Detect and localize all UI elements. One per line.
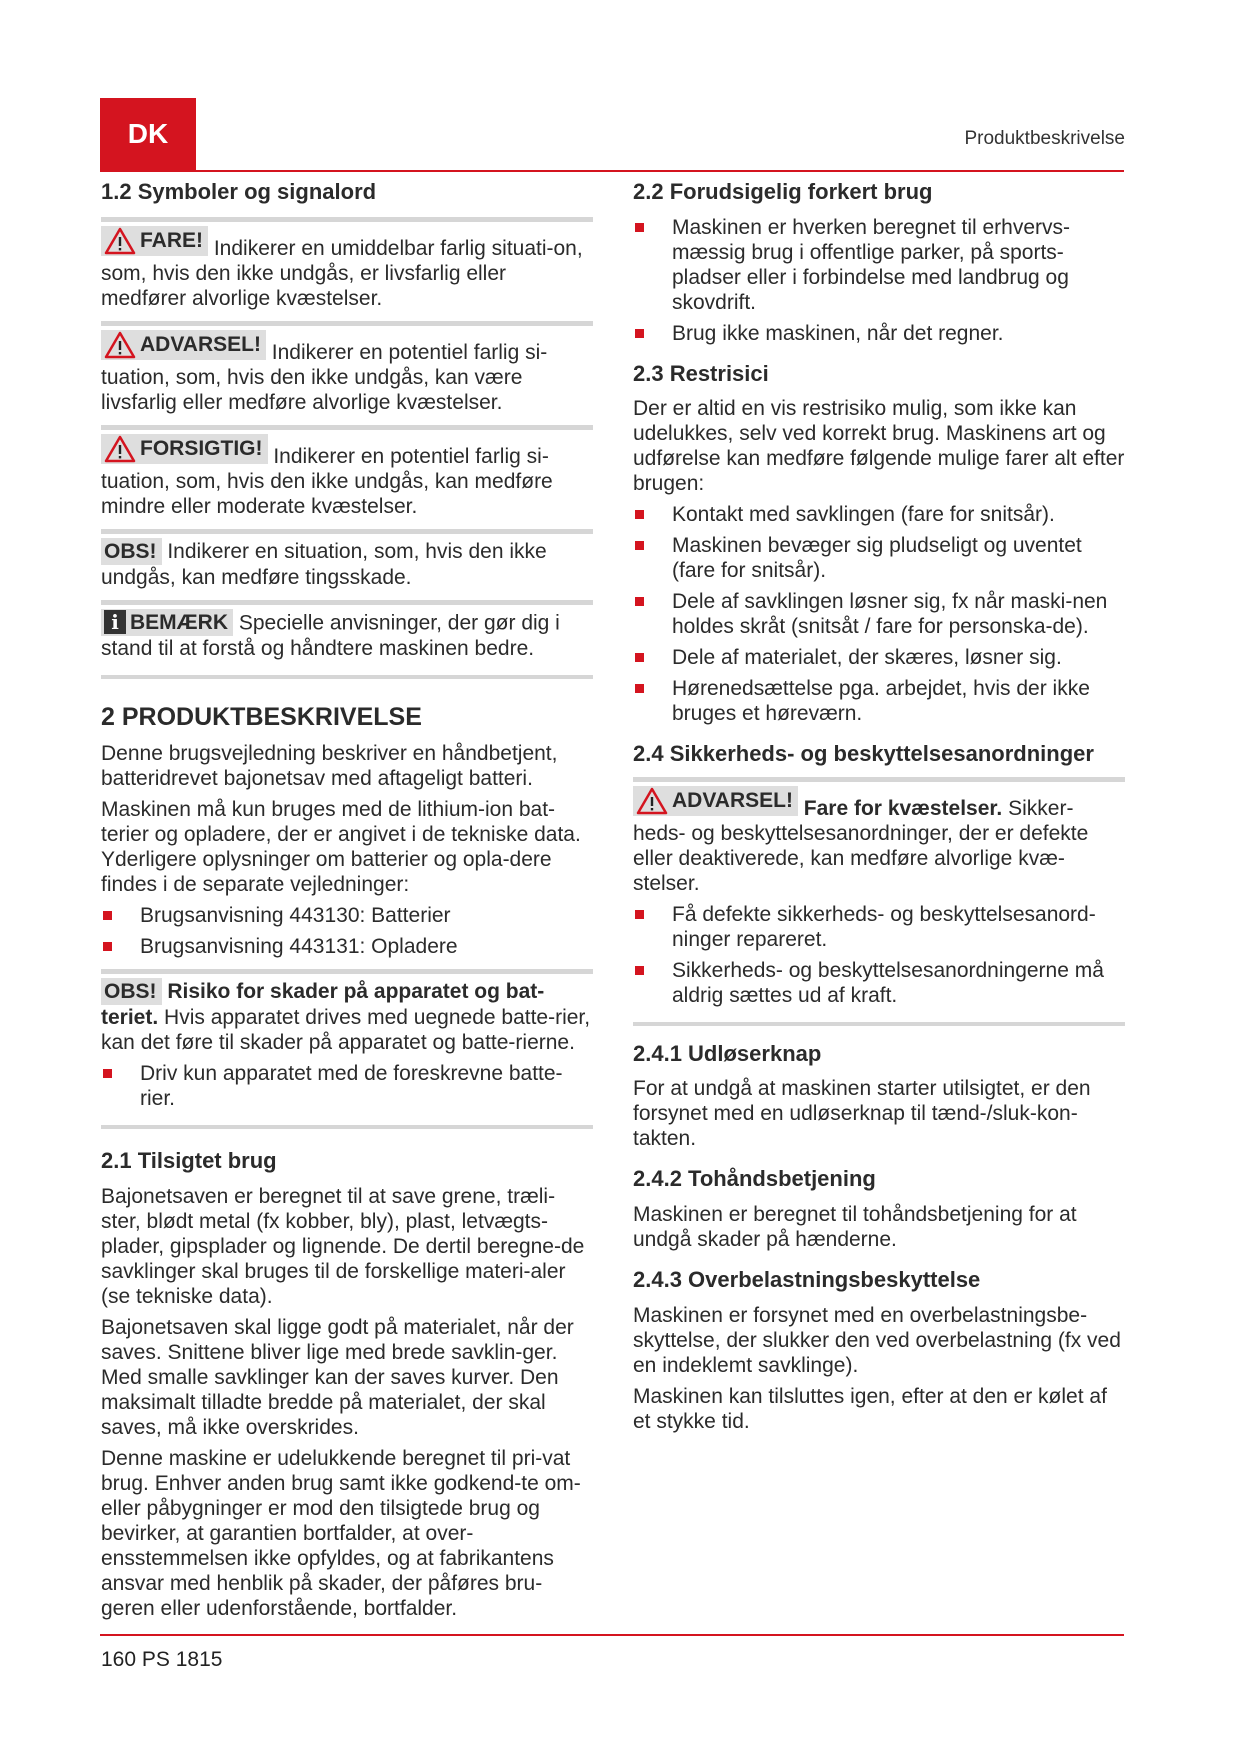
list-item: Sikkerheds- og beskyttelsesanordningerne må aldrig sættes ud af kraft. bbox=[633, 958, 1125, 1008]
page-header-title: Produktbeskrivelse bbox=[964, 128, 1125, 149]
section-2-1-paragraph-3: Denne maskine er udelukkende beregnet til pri-vat brug. Enhver anden brug samt ikke godkend-te om- eller påbygninger er mod den tilsigtede brug og bevirker, at garantien bortfalder, at over-ensstemmelsen ikke opfyldes, og at fabrikantens ansvar med henblik på skader, der påføres bru-geren eller udenforstående, bortfalder. bbox=[101, 1446, 581, 1620]
list-item: Dele af materialet, der skæres, løsner sig. bbox=[633, 645, 1125, 670]
safety-warning-notice bbox=[633, 777, 1125, 1026]
note-text: Specielle anvisninger, der gør dig i stand til at forstå og håndtere maskinen bedre. bbox=[101, 611, 560, 660]
list-item: Maskinen bevæger sig pludseligt og uventet (fare for snitsår). bbox=[633, 533, 1125, 583]
safety-warning-bold: Fare for kvæstelser. bbox=[803, 796, 1003, 820]
manual-list bbox=[101, 903, 593, 959]
safety-list bbox=[633, 902, 1125, 1008]
section-2-3-heading: 2.3 Restrisici bbox=[633, 360, 769, 386]
obs-battery-text: Hvis apparatet drives med uegnede batte-rier, kan det føre til skader på apparatet og batte-rierne. bbox=[101, 1006, 591, 1055]
section-2-3-paragraph: Der er altid en vis restrisiko mulig, som ikke kan udelukkes, selv ved korrekt brug. Maskinens art og udførelse kan medføre følgende mulige farer alt efter brugen: bbox=[633, 397, 1125, 496]
list-item: Brugsanvisning 443131: Opladere bbox=[101, 934, 593, 959]
obs-battery-bold: Risiko for skader på apparatet og bat-teriet. bbox=[101, 980, 545, 1030]
obs-battery-notice bbox=[101, 969, 593, 1129]
danger-notice bbox=[101, 217, 593, 311]
section-2-4-3-paragraph-1: Maskinen er forsynet med en overbelastningsbe-skyttelse, der slukker den ved overbelastning (fx ved en indeklemt savklinge). bbox=[633, 1303, 1121, 1377]
section-2-4-2-heading: 2.4.2 Tohåndsbetjening bbox=[633, 1166, 876, 1192]
list-item: Driv kun apparatet med de foreskrevne batte-rier. bbox=[101, 1061, 593, 1111]
section-2-1-heading: 2.1 Tilsigtet brug bbox=[101, 1148, 277, 1174]
warning-label: ADVARSEL! bbox=[101, 330, 266, 360]
obs-text: Indikerer en situation, som, hvis den ikke undgås, kan medføre tingsskade. bbox=[101, 539, 547, 589]
obs-label: OBS! bbox=[101, 538, 162, 565]
right-column bbox=[633, 178, 1125, 1440]
danger-label: FARE! bbox=[101, 226, 208, 256]
left-column bbox=[101, 178, 593, 1627]
warning-triangle-icon bbox=[104, 435, 136, 463]
header-rule bbox=[100, 170, 1124, 172]
list-item: Dele af savklingen løsner sig, fx når maski-nen holdes skråt (snitsåt / fare for personska-de). bbox=[633, 589, 1125, 639]
warning-notice bbox=[101, 321, 593, 415]
language-tab: DK bbox=[100, 98, 196, 170]
battery-list bbox=[101, 1061, 593, 1111]
list-item: Hørenedsættelse pga. arbejdet, hvis der ikke bruges et høreværn. bbox=[633, 676, 1125, 726]
danger-text: Indikerer en umiddelbar farlig situati-on, som, hvis den ikke undgås, er livsfarlig eller medfører alvorlige kvæstelser. bbox=[101, 236, 583, 310]
footer-rule bbox=[100, 1634, 1124, 1636]
section-2-1-paragraph-1: Bajonetsaven er beregnet til at save grene, træli-ster, blødt metal (fx kobber, bly), plast, letvægts-plader, gipsplader og lignende. De dertil beregne-de savklinger skal bruges til de forskellige materi-aler (se tekniske data). bbox=[101, 1184, 585, 1308]
safety-warning-text: Sikker-heds- og beskyttelsesanordninger, der er defekte eller deaktiverede, kan medføre alvorlige kvæ-stelser. bbox=[633, 796, 1089, 895]
info-icon: i bbox=[104, 610, 126, 634]
list-item: Maskinen er hverken beregnet til erhvervs-mæssig brug i offentlige parker, på sports-pladser eller i forbindelse med landbrug og skovdrift. bbox=[633, 215, 1125, 315]
note-label: i BEMÆRK bbox=[101, 609, 233, 636]
section-2-paragraph-2: Maskinen må kun bruges med de lithium-ion bat-terier og opladere, der er angivet i de tekniske data. Yderligere oplysninger om batterier og opla-dere findes i de separate vejledninger: bbox=[101, 798, 581, 897]
section-2-heading: 2 PRODUKTBESKRIVELSE bbox=[101, 702, 422, 731]
section-2-4-1-paragraph: For at undgå at maskinen starter utilsigtet, er den forsynet med en udløserknap til tænd-/sluk-kon-takten. bbox=[633, 1077, 1091, 1151]
list-item: Brug ikke maskinen, når det regner. bbox=[633, 321, 1125, 346]
section-1-2-heading: 1.2 Symboler og signalord bbox=[101, 179, 377, 204]
misuse-list bbox=[633, 215, 1125, 346]
section-2-4-heading: 2.4 Sikkerheds- og beskyttelsesanordninger bbox=[633, 741, 1094, 767]
section-2-4-3-heading: 2.4.3 Overbelastningsbeskyttelse bbox=[633, 1266, 981, 1292]
warning-label: ADVARSEL! bbox=[633, 786, 798, 816]
warning-triangle-icon bbox=[104, 331, 136, 359]
list-item: Kontakt med savklingen (fare for snitsår). bbox=[633, 502, 1125, 527]
list-item: Brugsanvisning 443130: Batterier bbox=[101, 903, 593, 928]
warning-triangle-icon bbox=[104, 227, 136, 255]
obs-notice bbox=[101, 529, 593, 590]
obs-label: OBS! bbox=[101, 978, 162, 1005]
warning-triangle-icon bbox=[636, 787, 668, 815]
warning-text: Indikerer en potentiel farlig si-tuation, som, hvis den ikke undgås, kan være livsfarlig eller medføre alvorlige kvæstelser. bbox=[101, 340, 548, 414]
section-2-4-3-paragraph-2: Maskinen kan tilsluttes igen, efter at den er kølet af et stykke tid. bbox=[633, 1384, 1107, 1433]
section-2-4-1-heading: 2.4.1 Udløserknap bbox=[633, 1040, 822, 1066]
section-2-2-heading: 2.2 Forudsigelig forkert brug bbox=[633, 179, 933, 204]
risk-list bbox=[633, 502, 1125, 726]
section-2-paragraph-1: Denne brugsvejledning beskriver en håndbetjent, batteridrevet bajonetsav med aftageligt batteri. bbox=[101, 742, 558, 791]
note-notice bbox=[101, 600, 593, 679]
caution-label: FORSIGTIG! bbox=[101, 434, 268, 464]
caution-notice bbox=[101, 425, 593, 519]
section-2-1-paragraph-2: Bajonetsaven skal ligge godt på materialet, når der saves. Snittene bliver lige med brede savklin-ger. Med smalle savklinger kan der saves kurver. Den maksimalt tilladte bredde på materialet, der skal saves, må ikke overskrides. bbox=[101, 1315, 574, 1439]
page-number: 160 PS 1815 bbox=[101, 1648, 223, 1671]
caution-text: Indikerer en potentiel farlig si-tuation, som, hvis den ikke undgås, kan medføre mindre eller moderate kvæstelser. bbox=[101, 444, 553, 518]
section-2-4-2-paragraph: Maskinen er beregnet til tohåndsbetjening for at undgå skader på hænderne. bbox=[633, 1202, 1077, 1251]
list-item: Få defekte sikkerheds- og beskyttelsesanord-ninger repareret. bbox=[633, 902, 1125, 952]
